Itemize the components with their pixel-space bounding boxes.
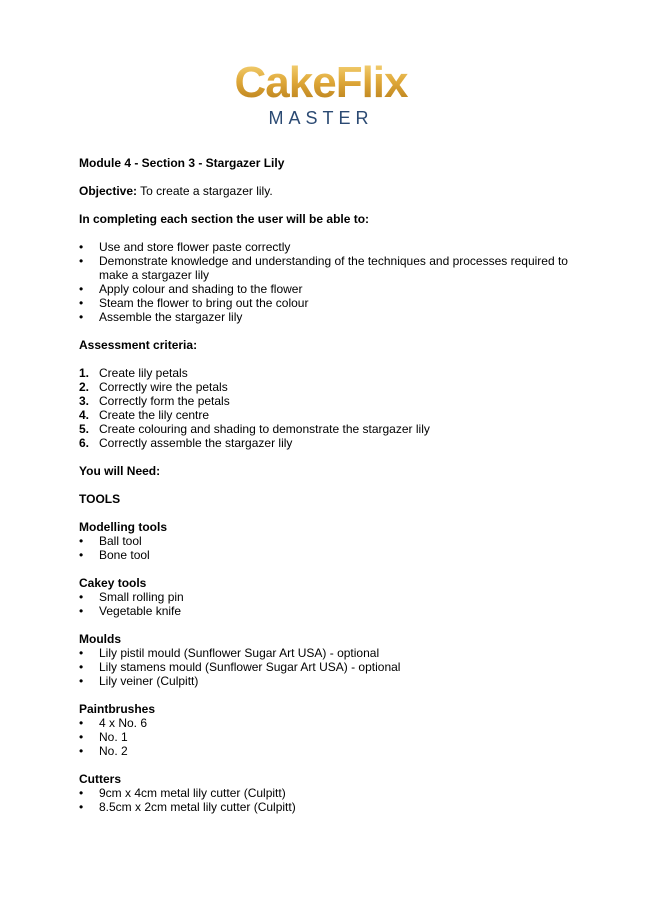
you-will-need-heading: You will Need: <box>79 464 161 478</box>
document-body <box>79 156 599 814</box>
list-item <box>79 422 599 436</box>
logo-wordmark: CakeFlix <box>232 60 410 106</box>
moulds-list <box>79 646 599 688</box>
list-item: • No. 2 <box>79 744 599 758</box>
modelling-tools-list <box>79 534 599 562</box>
group-heading-cakey-tools: Cakey tools <box>79 576 147 590</box>
paintbrushes-list <box>79 716 599 758</box>
list-item: • 9cm x 4cm metal lily cutter (Culpitt) <box>79 786 599 800</box>
item-number: 6. <box>79 436 90 450</box>
objective-text: To create a stargazer lily. <box>137 184 273 198</box>
item-number: 3. <box>79 394 90 408</box>
list-item: • Bone tool <box>79 548 599 562</box>
list-item: • Assemble the stargazer lily <box>79 310 599 324</box>
module-title: Module 4 - Section 3 - Stargazer Lily <box>79 156 285 170</box>
list-item <box>79 394 599 408</box>
list-item: • No. 1 <box>79 730 599 744</box>
list-item: • Lily pistil mould (Sunflower Sugar Art USA) - optional <box>79 646 599 660</box>
objective-label: Objective: <box>79 184 138 198</box>
item-number: 2. <box>79 380 90 394</box>
item-number: 4. <box>79 408 90 422</box>
cutters-list <box>79 786 599 814</box>
list-item: • Lily veiner (Culpitt) <box>79 674 599 688</box>
item-text: Correctly wire the petals <box>99 380 228 394</box>
list-item <box>79 408 599 422</box>
list-item: • Small rolling pin <box>79 590 599 604</box>
item-text: Correctly assemble the stargazer lily <box>99 436 293 450</box>
item-number: 1. <box>79 366 90 380</box>
list-item: • Lily stamens mould (Sunflower Sugar Art USA) - optional <box>79 660 599 674</box>
list-item: • Vegetable knife <box>79 604 599 618</box>
item-text: Create colouring and shading to demonstrate the stargazer lily <box>99 422 430 436</box>
objective <box>79 184 599 198</box>
group-heading-paintbrushes: Paintbrushes <box>79 702 156 716</box>
group-heading-cutters: Cutters <box>79 772 122 786</box>
list-item <box>79 366 599 380</box>
list-item: • 4 x No. 6 <box>79 716 599 730</box>
list-item: • Use and store flower paste correctly <box>79 240 599 254</box>
cakeflix-logo <box>232 60 410 136</box>
tools-heading: TOOLS <box>79 492 121 506</box>
list-item: • Apply colour and shading to the flower <box>79 282 599 296</box>
item-text: Create the lily centre <box>99 408 210 422</box>
completing-heading: In completing each section the user will be able to: <box>79 212 370 226</box>
list-item: • Ball tool <box>79 534 599 548</box>
group-heading-modelling-tools: Modelling tools <box>79 520 167 534</box>
list-item: • 8.5cm x 2cm metal lily cutter (Culpitt) <box>79 800 599 814</box>
list-item: • Steam the flower to bring out the colour <box>79 296 599 310</box>
assessment-heading: Assessment criteria: <box>79 338 198 352</box>
group-heading-moulds: Moulds <box>79 632 121 646</box>
list-item <box>79 380 599 394</box>
assessment-list <box>79 366 599 450</box>
item-text: Correctly form the petals <box>99 394 230 408</box>
list-item <box>79 436 599 450</box>
list-item: • Demonstrate knowledge and understanding of the techniques and processes required to make a stargazer lily <box>79 254 599 282</box>
completing-list <box>79 240 599 324</box>
item-number: 5. <box>79 422 90 436</box>
item-text: Create lily petals <box>99 366 188 380</box>
logo-subtitle: MASTER <box>268 108 374 128</box>
cakey-tools-list <box>79 590 599 618</box>
